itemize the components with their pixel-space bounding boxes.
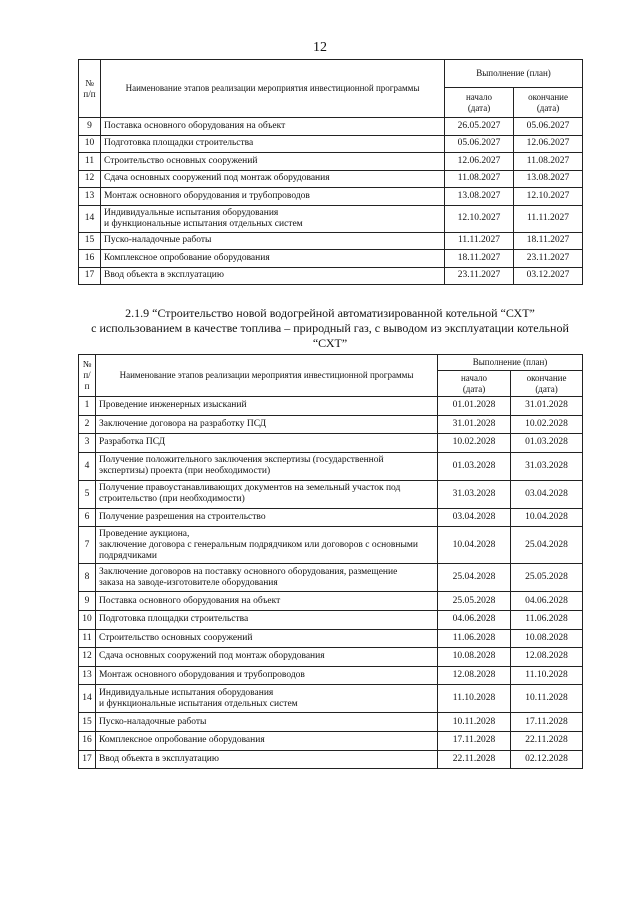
start-date: 11.11.2027 [445,232,514,250]
header-num-2: № п/п [79,355,96,397]
table-row [79,267,583,285]
start-date: 10.08.2028 [438,648,511,667]
end-date: 11.11.2027 [514,205,583,232]
schedule-table-1 [78,59,583,285]
start-date: 10.11.2028 [438,713,511,732]
table-row [79,564,583,592]
stage-name: Комплексное опробование оборудования [96,731,438,750]
stage-name: Получение правоустанавливающих документов на земельный участок под строительство (при необходимости) [96,480,438,508]
end-date: 10.11.2028 [511,685,583,713]
start-date: 26.05.2027 [445,118,514,136]
stage-name: Ввод объекта в эксплуатацию [96,750,438,769]
end-date: 31.01.2028 [511,397,583,416]
table-row [79,452,583,480]
row-number: 10 [79,610,96,629]
table-row [79,205,583,232]
section-heading [78,306,582,351]
table-row [79,527,583,564]
row-number: 15 [79,232,101,250]
start-date: 31.03.2028 [438,480,511,508]
row-number: 2 [79,415,96,434]
end-date: 03.04.2028 [511,480,583,508]
header-end: окончание (дата) [514,88,583,118]
stage-name: Индивидуальные испытания оборудования и функциональные испытания отдельных систем [101,205,445,232]
header-stage-name: Наименование этапов реализации мероприятия инвестиционной программы [101,60,445,118]
row-number: 3 [79,434,96,453]
page-number: 12 [313,40,327,55]
start-date: 01.03.2028 [438,452,511,480]
start-date: 10.04.2028 [438,527,511,564]
start-date: 22.11.2028 [438,750,511,769]
stage-name: Получение положительного заключения экспертизы (государственной экспертизы) проекта (при необходимости) [96,452,438,480]
header-num: № п/п [79,60,101,118]
start-date: 03.04.2028 [438,508,511,527]
table-row [79,118,583,136]
table-1-body [79,118,583,285]
end-date: 12.08.2028 [511,648,583,667]
end-date: 11.08.2027 [514,153,583,171]
end-date: 12.10.2027 [514,188,583,206]
start-date: 17.11.2028 [438,731,511,750]
header-end-2: окончание (дата) [511,371,583,397]
stage-name: Сдача основных сооружений под монтаж оборудования [96,648,438,667]
stage-name: Строительство основных сооружений [96,629,438,648]
table-row [79,170,583,188]
stage-name: Подготовка площадки строительства [101,135,445,153]
start-date: 31.01.2028 [438,415,511,434]
start-date: 23.11.2027 [445,267,514,285]
start-date: 11.06.2028 [438,629,511,648]
row-number: 15 [79,713,96,732]
row-number: 16 [79,731,96,750]
stage-name: Получение разрешения на строительство [96,508,438,527]
end-date: 13.08.2027 [514,170,583,188]
table-row [79,666,583,685]
row-number: 8 [79,564,96,592]
stage-name: Разработка ПСД [96,434,438,453]
end-date: 10.04.2028 [511,508,583,527]
end-date: 10.08.2028 [511,629,583,648]
end-date: 18.11.2027 [514,232,583,250]
start-date: 12.10.2027 [445,205,514,232]
header-start-2: начало (дата) [438,371,511,397]
stage-name: Ввод объекта в эксплуатацию [101,267,445,285]
row-number: 14 [79,205,101,232]
stage-name: Индивидуальные испытания оборудования и функциональные испытания отдельных систем [96,685,438,713]
row-number: 10 [79,135,101,153]
end-date: 22.11.2028 [511,731,583,750]
table-row [79,135,583,153]
table-row [79,508,583,527]
end-date: 12.06.2027 [514,135,583,153]
stage-name: Монтаж основного оборудования и трубопроводов [96,666,438,685]
table-row [79,480,583,508]
row-number: 4 [79,452,96,480]
end-date: 05.06.2027 [514,118,583,136]
row-number: 5 [79,480,96,508]
start-date: 25.05.2028 [438,592,511,611]
row-number: 16 [79,250,101,268]
section-heading-line-1: 2.1.9 “Строительство новой водогрейной автоматизированной котельной “СХТ” [125,306,535,320]
stage-name: Монтаж основного оборудования и трубопроводов [101,188,445,206]
start-date: 12.08.2028 [438,666,511,685]
row-number: 11 [79,153,101,171]
stage-name: Проведение инженерных изысканий [96,397,438,416]
row-number: 12 [79,648,96,667]
stage-name: Пуско-наладочные работы [101,232,445,250]
stage-name: Проведение аукциона, заключение договора с генеральным подрядчиком или договоров с основными подрядчиками [96,527,438,564]
row-number: 14 [79,685,96,713]
row-number: 13 [79,188,101,206]
row-number: 6 [79,508,96,527]
start-date: 11.08.2027 [445,170,514,188]
schedule-table-2 [78,354,583,769]
start-date: 10.02.2028 [438,434,511,453]
end-date: 25.05.2028 [511,564,583,592]
end-date: 02.12.2028 [511,750,583,769]
table-row [79,648,583,667]
end-date: 25.04.2028 [511,527,583,564]
end-date: 03.12.2027 [514,267,583,285]
table-row [79,232,583,250]
table-row [79,750,583,769]
stage-name: Заключение договоров на поставку основного оборудования, размещение заказа на заводе-изготовителе оборудования [96,564,438,592]
stage-name: Заключение договора на разработку ПСД [96,415,438,434]
end-date: 11.10.2028 [511,666,583,685]
header-execution-2: Выполнение (план) [438,355,583,371]
section-heading-line-3: “СХТ” [312,336,348,350]
stage-name: Комплексное опробование оборудования [101,250,445,268]
end-date: 04.06.2028 [511,592,583,611]
stage-name: Подготовка площадки строительства [96,610,438,629]
row-number: 7 [79,527,96,564]
start-date: 12.06.2027 [445,153,514,171]
row-number: 12 [79,170,101,188]
table-row [79,685,583,713]
section-heading-line-2: с использованием в качестве топлива – природный газ, с выводом из эксплуатации котельной [91,321,569,335]
start-date: 11.10.2028 [438,685,511,713]
row-number: 1 [79,397,96,416]
end-date: 31.03.2028 [511,452,583,480]
end-date: 23.11.2027 [514,250,583,268]
row-number: 9 [79,118,101,136]
start-date: 25.04.2028 [438,564,511,592]
end-date: 11.06.2028 [511,610,583,629]
end-date: 01.03.2028 [511,434,583,453]
table-row [79,731,583,750]
row-number: 13 [79,666,96,685]
end-date: 10.02.2028 [511,415,583,434]
start-date: 05.06.2027 [445,135,514,153]
stage-name: Сдача основных сооружений под монтаж оборудования [101,170,445,188]
table-row [79,713,583,732]
table-row [79,434,583,453]
start-date: 04.06.2028 [438,610,511,629]
row-number: 11 [79,629,96,648]
row-number: 17 [79,267,101,285]
start-date: 18.11.2027 [445,250,514,268]
header-stage-name-2: Наименование этапов реализации мероприятия инвестиционной программы [96,355,438,397]
table-2-body [79,397,583,769]
stage-name: Пуско-наладочные работы [96,713,438,732]
header-start: начало (дата) [445,88,514,118]
start-date: 13.08.2027 [445,188,514,206]
table-row [79,415,583,434]
stage-name: Строительство основных сооружений [101,153,445,171]
stage-name: Поставка основного оборудования на объект [96,592,438,611]
row-number: 17 [79,750,96,769]
table-row [79,592,583,611]
table-row [79,610,583,629]
header-execution: Выполнение (план) [445,60,583,88]
start-date: 01.01.2028 [438,397,511,416]
table-row [79,397,583,416]
table-row [79,153,583,171]
stage-name: Поставка основного оборудования на объект [101,118,445,136]
table-row [79,629,583,648]
end-date: 17.11.2028 [511,713,583,732]
table-row [79,188,583,206]
row-number: 9 [79,592,96,611]
table-row [79,250,583,268]
